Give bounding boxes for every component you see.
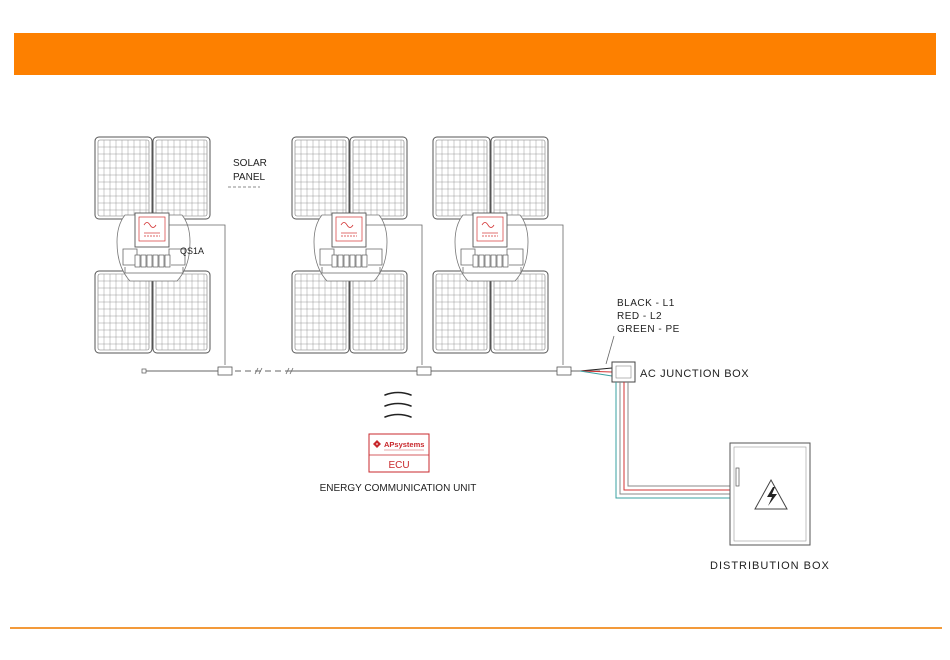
wifi-signal-icon — [385, 393, 411, 418]
solar-panel-array-2 — [292, 137, 422, 365]
feeder-cable — [616, 382, 730, 498]
wire-black-label: BLACK - L1 — [617, 298, 675, 309]
wire-green-label: GREEN - PE — [617, 324, 680, 335]
ecu-device — [369, 434, 429, 472]
solar-panel-array-1 — [95, 137, 225, 365]
ecu-caption: ENERGY COMMUNICATION UNIT — [319, 483, 477, 494]
ac-leads — [580, 368, 612, 376]
ac-junction-box-label: AC JUNCTION BOX — [640, 368, 750, 380]
distribution-box-label: DISTRIBUTION BOX — [710, 560, 830, 572]
wire-red-label: RED - L2 — [617, 311, 663, 322]
solar-panel-label-line2: PANEL — [233, 172, 266, 183]
ecu-label: ECU — [388, 460, 410, 471]
ac-junction-box — [612, 362, 635, 382]
solar-panel-array-3 — [433, 137, 563, 365]
inverter-label: QS1A — [180, 246, 205, 256]
ecu-brand: APsystems — [384, 440, 425, 449]
solar-panel-label-line1: SOLAR — [233, 158, 267, 169]
